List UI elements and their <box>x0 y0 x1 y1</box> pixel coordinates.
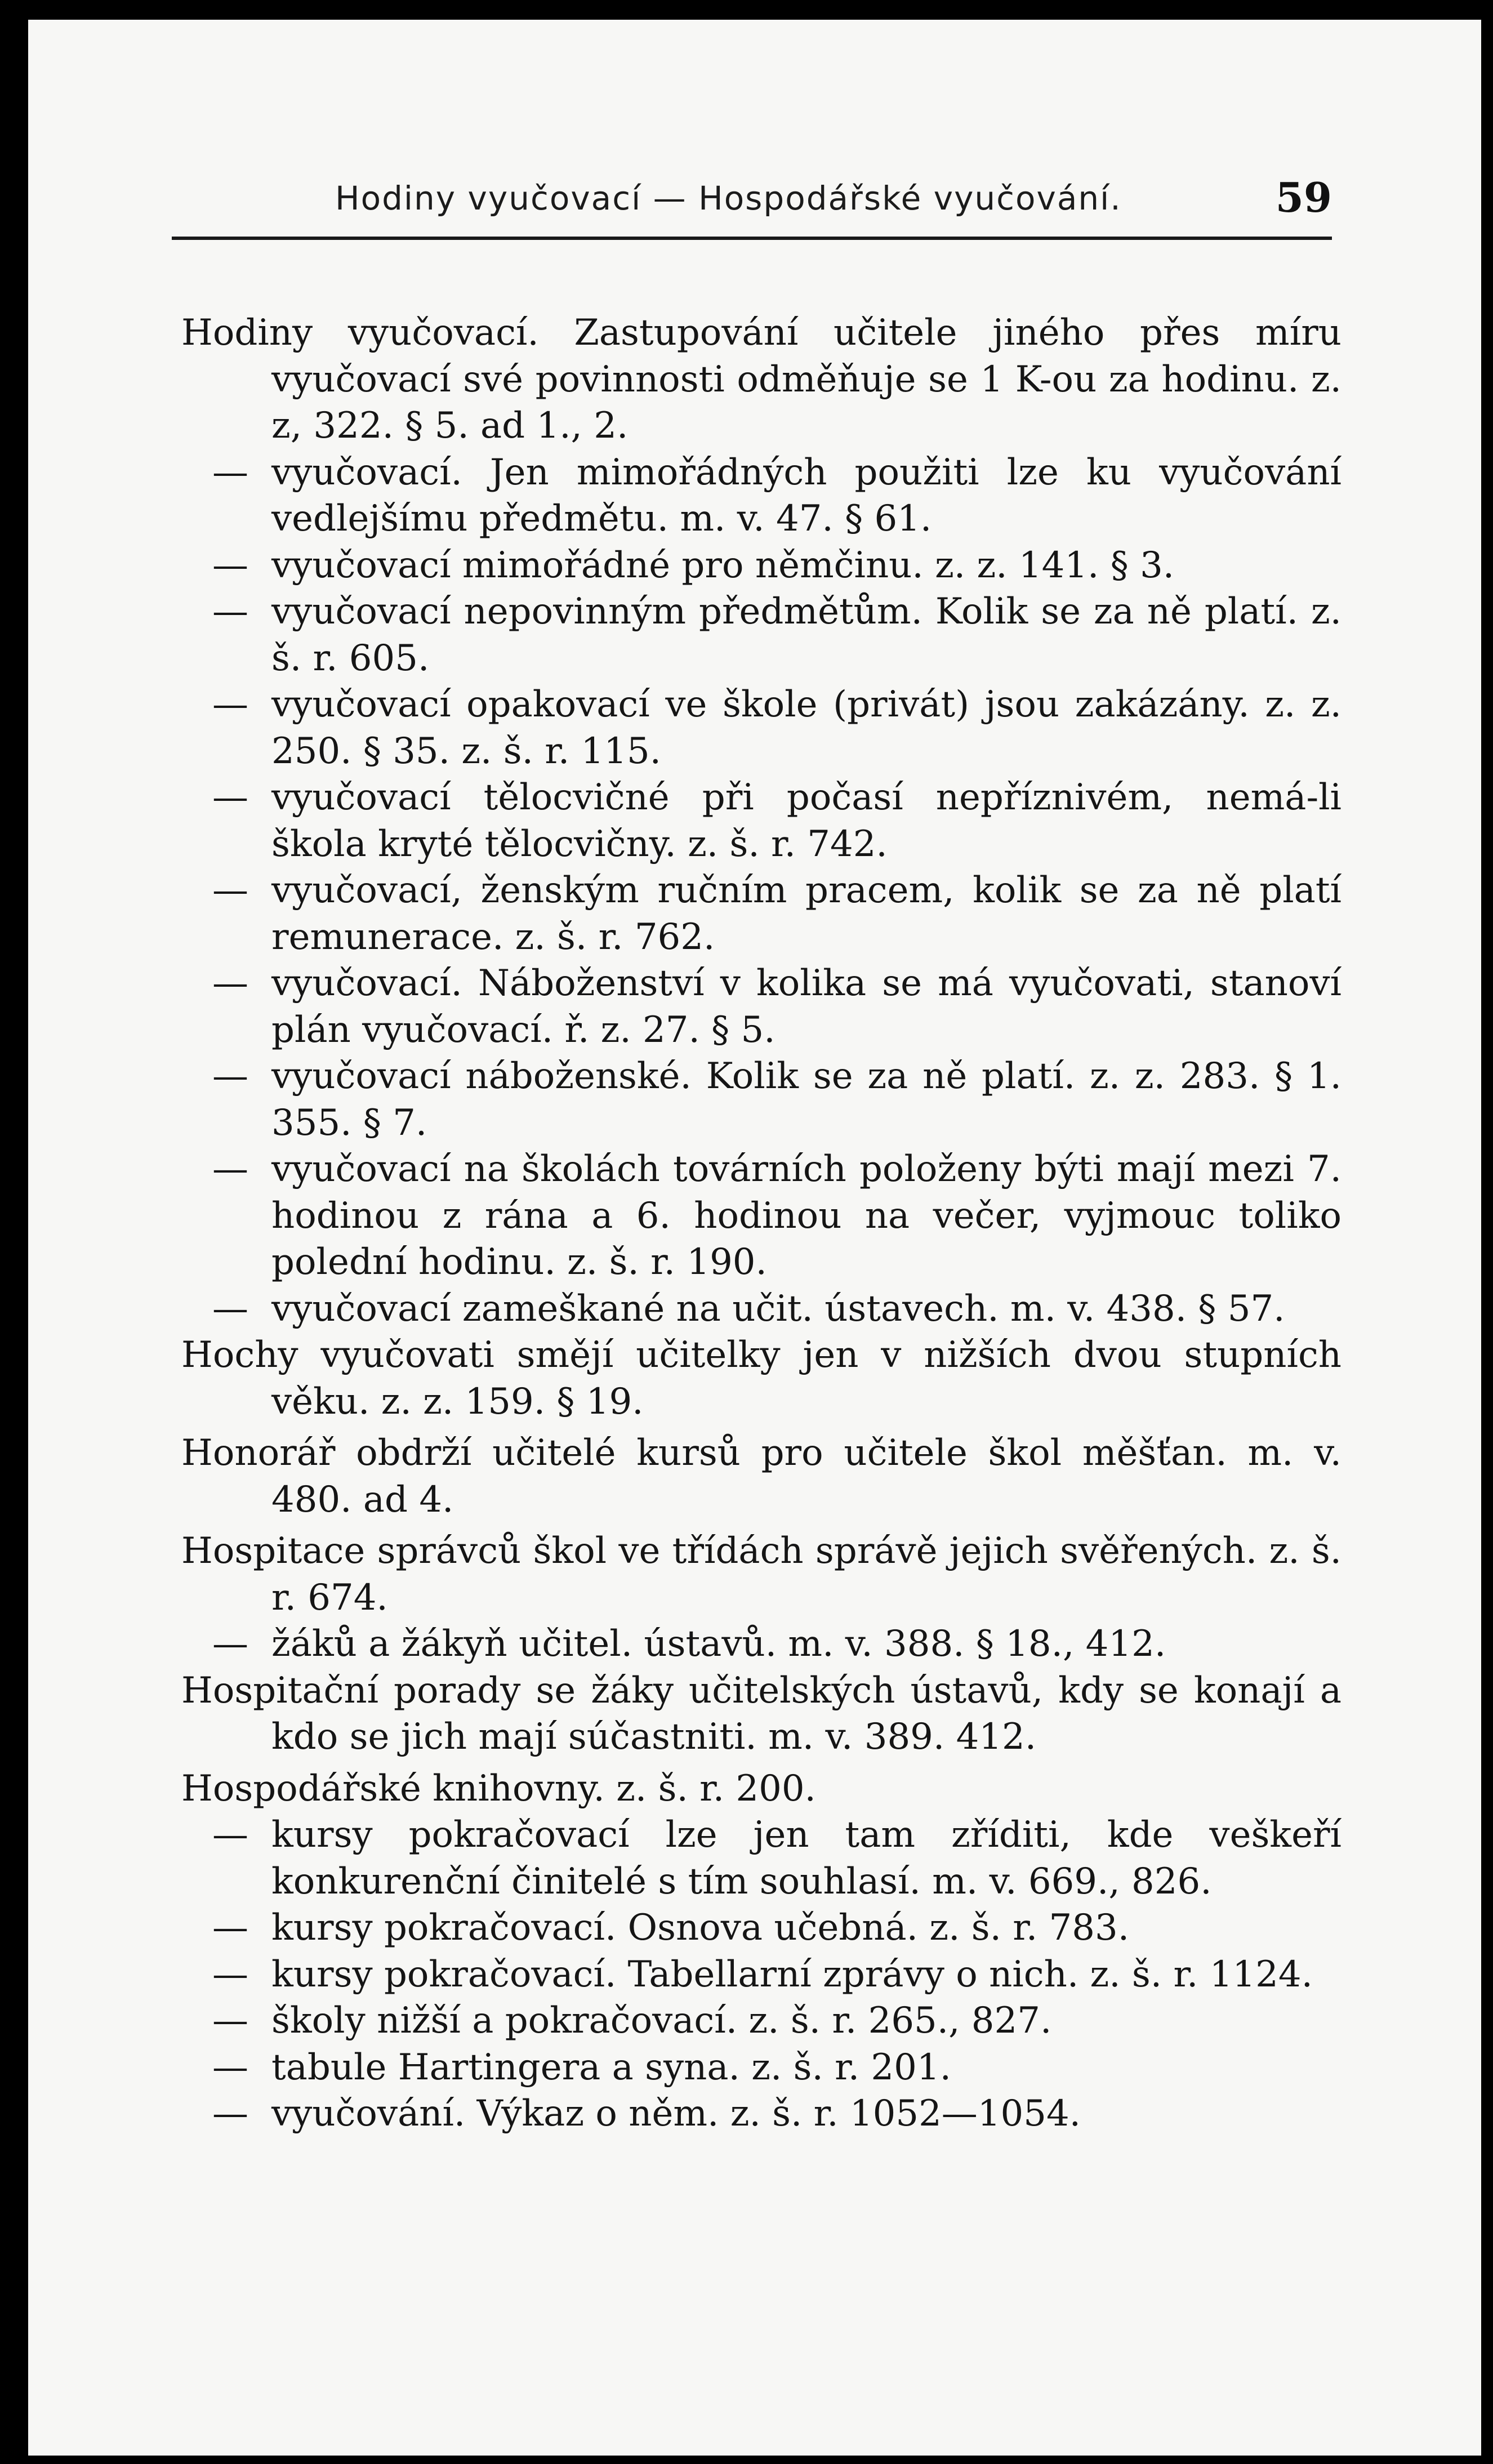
index-subentry <box>181 1951 1342 1998</box>
entry-text: vyučovací zameškané na učit. ústavech. m. v. 438. § 57. <box>271 1287 1285 1330</box>
index-subentry <box>181 449 1342 542</box>
entry-text: tabule Hartingera a syna. z. š. r. 201. <box>271 2046 951 2088</box>
subentry-dash: — <box>212 1055 248 1097</box>
entry-text: Hochy vyučovati smějí učitelky jen v nižších dvou stupních věku. z. z. 159. § 19. <box>181 1334 1342 1423</box>
subentry-dash: — <box>212 2046 248 2088</box>
index-subentry <box>181 2091 1342 2137</box>
subentry-dash: — <box>212 2000 248 2042</box>
entry-text: kursy pokračovací. Tabellarní zprávy o nich. z. š. r. 1124. <box>271 1953 1313 1995</box>
index-subentry <box>181 1621 1342 1668</box>
index-subentry <box>181 1053 1342 1146</box>
subentry-dash: — <box>212 1907 248 1949</box>
index-entry <box>181 1332 1342 1425</box>
entry-text: vyučovací. Náboženství v kolika se má vyučovati, stanoví plán vyučovací. ř. z. 27. § 5. <box>271 963 1342 1051</box>
entry-text: kursy pokračovací lze jen tam zříditi, kde veškeří konkurenční činitelé s tím souhlasí. m. v. 669., 826. <box>271 1814 1342 1902</box>
entry-text: vyučovací tělocvičné při počasí nepříznivém, nemá-li škola kryté tělocvičny. z. š. r. 742. <box>271 777 1342 865</box>
index-entry <box>181 1766 1342 1812</box>
index-entry <box>181 310 1342 449</box>
subentry-dash: — <box>212 2093 248 2135</box>
index-subentry <box>181 542 1342 589</box>
subentry-dash: — <box>212 777 248 818</box>
entry-text: vyučovací opakovací ve škole (privát) jsou zakázány. z. z. 250. § 35. z. š. r. 115. <box>271 684 1342 772</box>
entry-text: Hospodářské knihovny. z. š. r. 200. <box>181 1767 816 1810</box>
index-subentry <box>181 1286 1342 1333</box>
header-rule <box>172 237 1332 240</box>
page-header <box>172 163 1332 242</box>
index-subentry <box>181 681 1342 774</box>
index-subentry <box>181 2044 1342 2091</box>
entry-text: vyučovací, ženským ručním pracem, kolik se za ně platí remunerace. z. š. r. 762. <box>271 870 1342 958</box>
subentry-dash: — <box>212 870 248 911</box>
subentry-dash: — <box>212 1814 248 1856</box>
entry-text: vyučovací. Jen mimořádných použiti lze ku vyučování vedlejšímu předmětu. m. v. 47. § 61. <box>271 451 1342 540</box>
index-subentry <box>181 1905 1342 1951</box>
entry-text: Hospitační porady se žáky učitelských ústavů, kdy se konají a kdo se jich mají súčastniti. m. v. 389. 412. <box>181 1669 1342 1758</box>
entry-text: vyučovací nepovinným předmětům. Kolik se za ně platí. z. š. r. 605. <box>271 591 1342 679</box>
entry-text: Hospitace správců škol ve třídách správě jejich svěřených. z. š. r. 674. <box>181 1530 1342 1619</box>
subentry-dash: — <box>212 544 248 586</box>
index-entry <box>181 1528 1342 1621</box>
entry-text: vyučování. Výkaz o něm. z. š. r. 1052—1054. <box>271 2093 1081 2135</box>
index-entries <box>181 310 1342 2137</box>
index-entry <box>181 1430 1342 1523</box>
entry-text: vyučovací náboženské. Kolik se za ně platí. z. z. 283. § 1. 355. § 7. <box>271 1055 1342 1144</box>
subentry-dash: — <box>212 1287 248 1330</box>
entry-text: Hodiny vyučovací. Zastupování učitele jiného přes míru vyučovací své povinnosti odměňuje se 1 K-ou za hodinu. z. z, 322. § 5. ad 1., 2. <box>181 312 1342 447</box>
subentry-dash: — <box>212 963 248 1004</box>
index-subentry <box>181 589 1342 681</box>
entry-text: žáků a žákyň učitel. ústavů. m. v. 388. § 18., 412. <box>271 1623 1166 1665</box>
entry-text: kursy pokračovací. Osnova učebná. z. š. r. 783. <box>271 1907 1130 1949</box>
entry-text: Honorář obdrží učitelé kursů pro učitele škol měšťan. m. v. 480. ad 4. <box>181 1432 1342 1521</box>
page-number: 59 <box>1275 173 1332 221</box>
index-subentry <box>181 774 1342 867</box>
index-subentry <box>181 1812 1342 1905</box>
subentry-dash: — <box>212 1623 248 1665</box>
running-title: Hodiny vyučovací — Hospodářské vyučování. <box>335 179 1122 217</box>
index-subentry <box>181 960 1342 1053</box>
subentry-dash: — <box>212 591 248 632</box>
subentry-dash: — <box>212 684 248 725</box>
subentry-dash: — <box>212 1953 248 1995</box>
index-subentry <box>181 1146 1342 1286</box>
index-subentry <box>181 1998 1342 2044</box>
index-entry <box>181 1668 1342 1761</box>
entry-text: školy nižší a pokračovací. z. š. r. 265., 827. <box>271 2000 1052 2042</box>
subentry-dash: — <box>212 451 248 493</box>
entry-text: vyučovací na školách továrních položeny býti mají mezi 7. hodinou z rána a 6. hodinou na večer, vyjmouc toliko polední hodinu. z. š. r. 190. <box>271 1148 1342 1283</box>
entry-text: vyučovací mimořádné pro němčinu. z. z. 141. § 3. <box>271 544 1175 586</box>
index-subentry <box>181 867 1342 960</box>
subentry-dash: — <box>212 1148 248 1190</box>
